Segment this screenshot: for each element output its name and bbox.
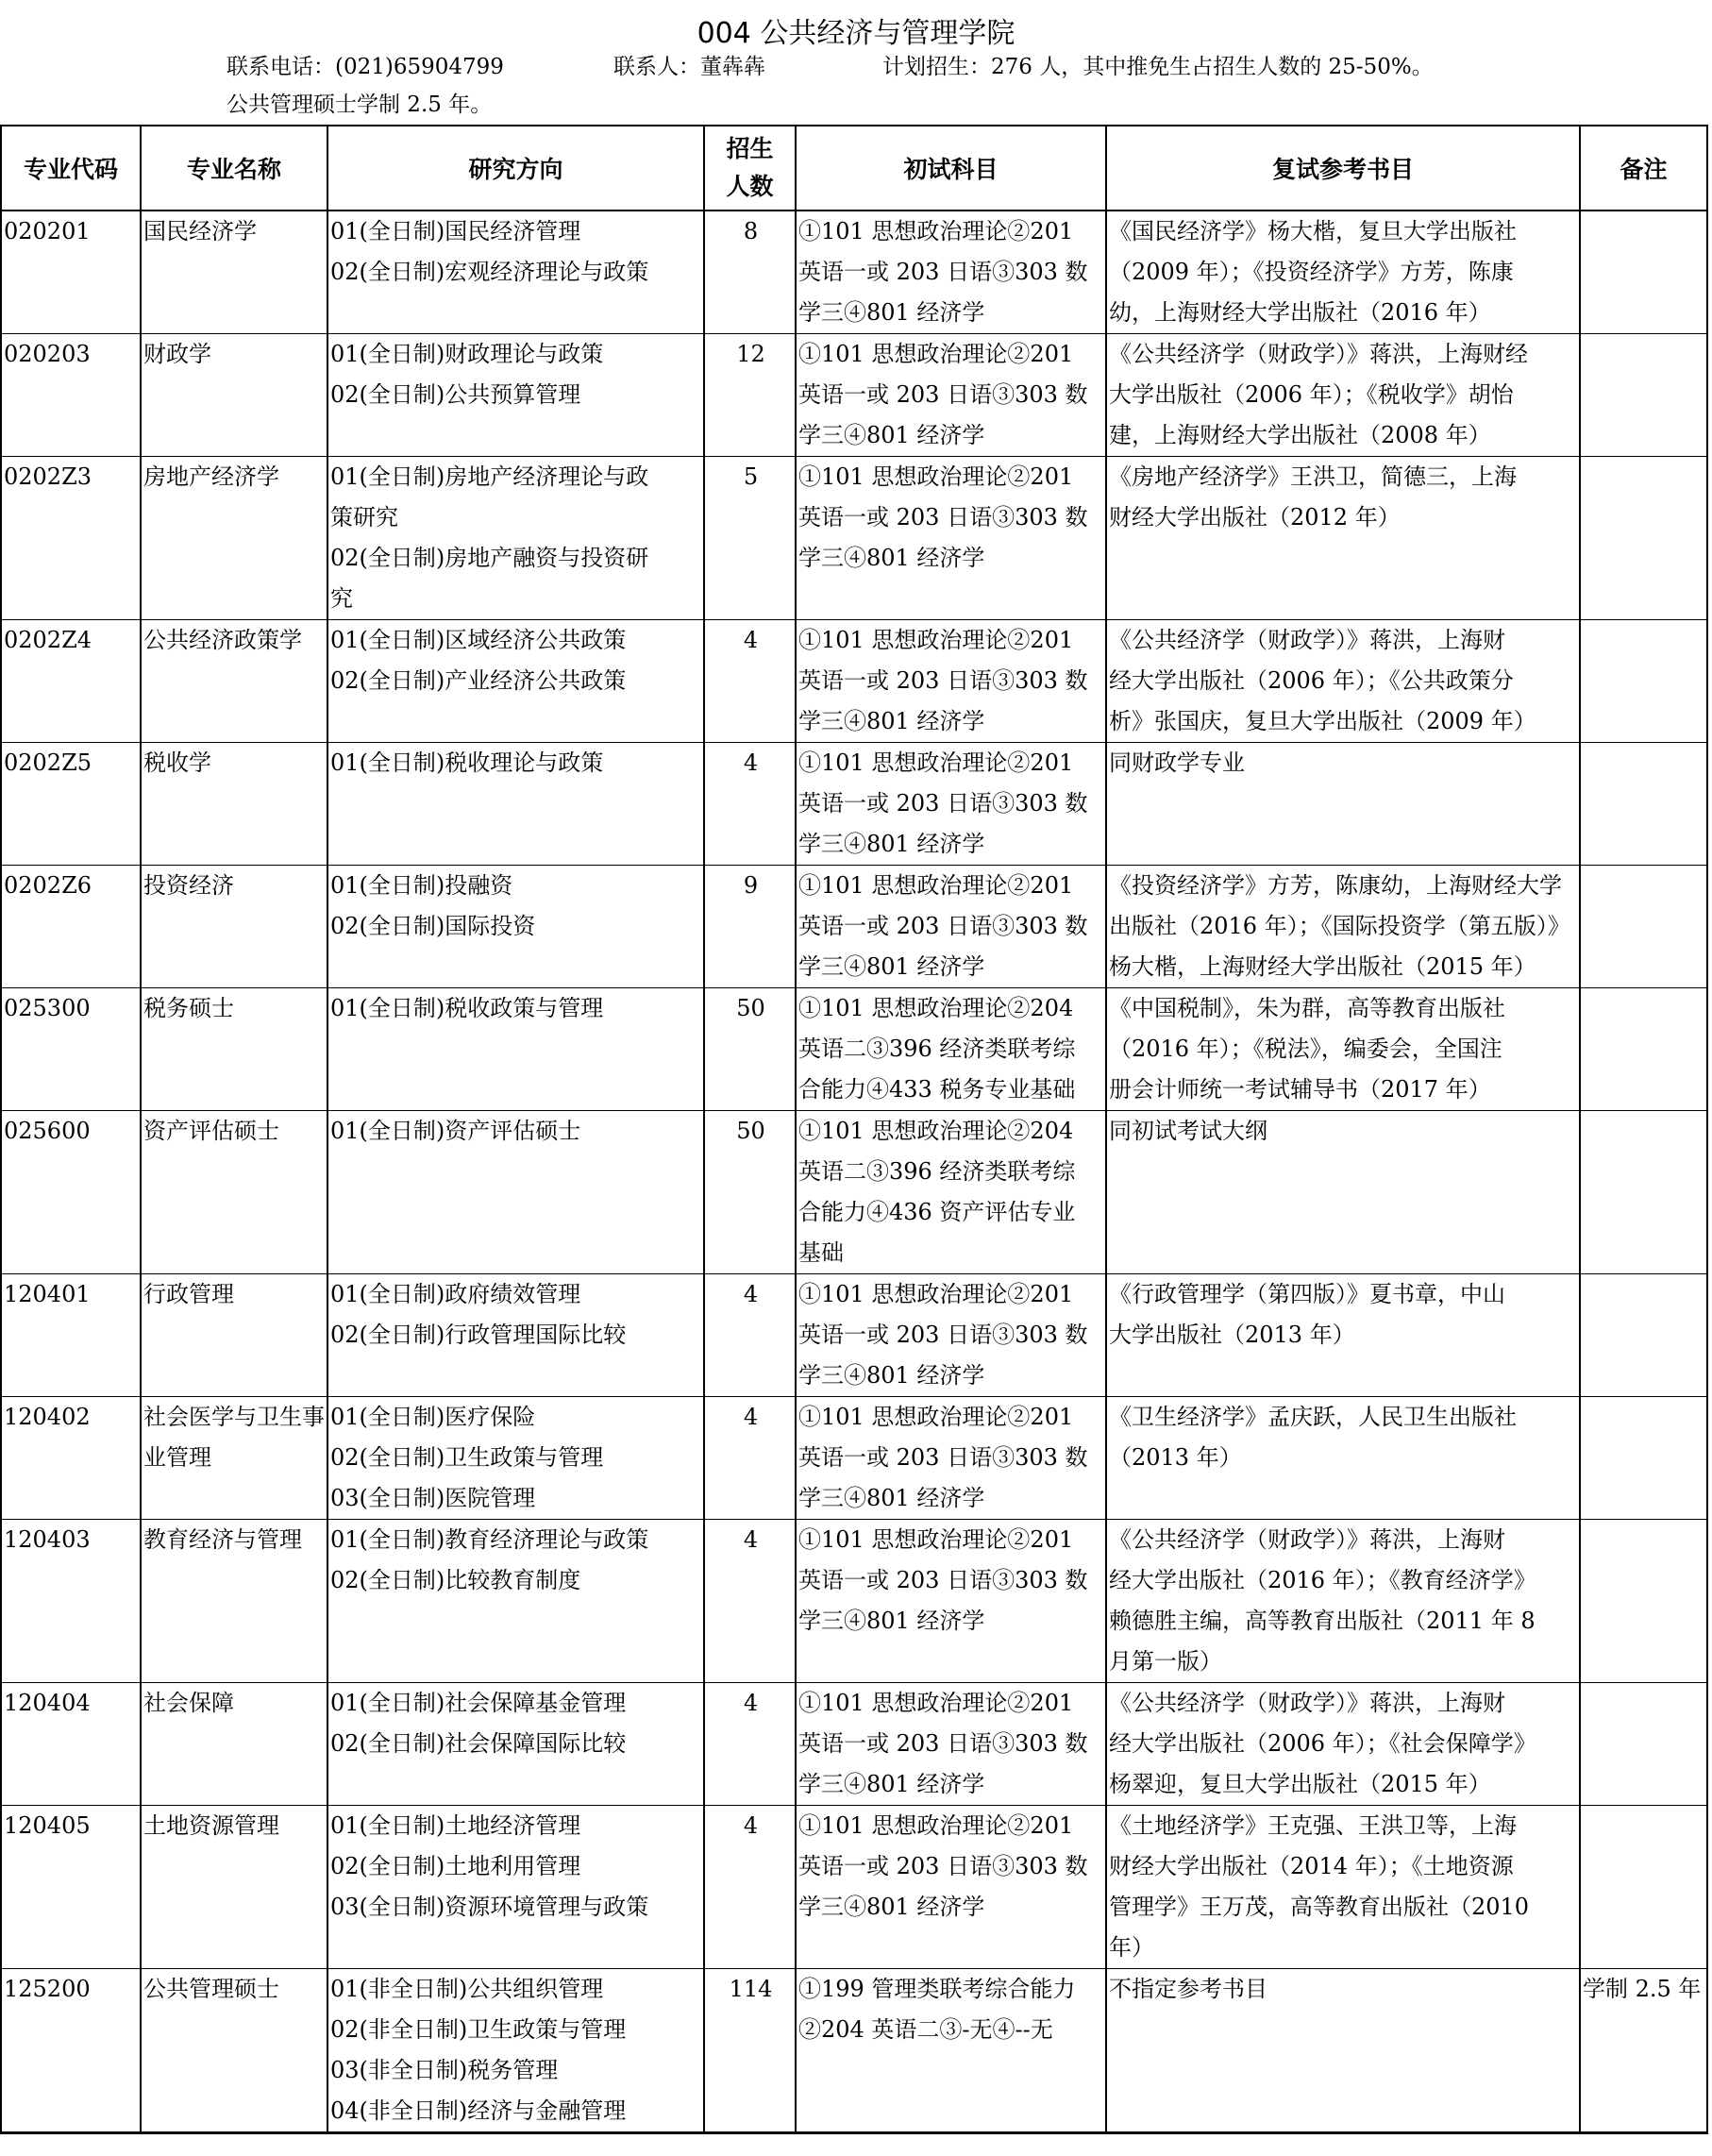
major-name: 教育经济与管理 [143,1526,302,1553]
reference-books-line: 《卫生经济学》孟庆跃，人民卫生出版社 [1109,1404,1517,1430]
research-direction-cell [327,1969,704,2133]
research-direction-cell [327,1520,704,1683]
exam-subjects-line: ①101 思想政治理论②201 [798,1526,1074,1553]
major-name-cell [141,1520,327,1683]
exam-subjects-line: 学三④801 经济学 [798,1362,985,1389]
research-direction-cell [327,211,704,334]
quota-cell [704,334,796,457]
exam-subjects-cell [796,1969,1106,2133]
reference-books-line: 《行政管理学（第四版）》夏书章，中山 [1109,1281,1505,1307]
major-code: 120403 [4,1526,91,1553]
admission-table [0,125,1708,2134]
quota-cell [704,743,796,866]
quota-cell [704,457,796,620]
exam-subjects-line: 合能力④433 税务专业基础 [798,1076,1076,1103]
quota-cell [704,988,796,1111]
reference-books-line: 《公共经济学（财政学）》蒋洪，上海财经 [1109,341,1528,367]
major-name-cell [141,211,327,334]
research-direction-line: 01(全日制)投融资 [330,872,513,899]
enrollment-quota: 4 [743,750,759,776]
research-direction-line: 01(全日制)房地产经济理论与政 [330,463,649,490]
enrollment-quota: 50 [736,995,765,1021]
major-code-cell [1,334,141,457]
table-row [1,866,1707,988]
exam-subjects-line: 英语一或 203 日语③303 数 [798,1567,1088,1593]
research-direction-cell [327,743,704,866]
research-direction-line: 01(全日制)政府绩效管理 [330,1281,581,1307]
table-row [1,334,1707,457]
program-duration-note: 公共管理硕士学制 2.5 年。 [227,93,493,117]
reference-books-line: 大学出版社（2013 年） [1109,1322,1355,1348]
table-row [1,1397,1707,1520]
research-direction-line: 02(全日制)行政管理国际比较 [330,1322,627,1348]
exam-subjects-line: 学三④801 经济学 [798,1894,985,1920]
major-name: 行政管理 [143,1281,234,1307]
reference-books-cell [1106,988,1580,1111]
major-code: 120404 [4,1690,91,1716]
header-reference-books: 复试参考书目 [1106,126,1580,211]
major-name-cell [141,1969,327,2133]
exam-subjects-line: 学三④801 经济学 [798,831,985,857]
major-name-cell [141,1397,327,1520]
quota-cell [704,1111,796,1274]
reference-books-cell [1106,1969,1580,2133]
reference-books-line: 建，上海财经大学出版社（2008 年） [1109,422,1491,448]
reference-books-line: 《投资经济学》方芳，陈康幼，上海财经大学 [1109,872,1562,899]
exam-subjects-cell [796,988,1106,1111]
major-code-cell [1,1397,141,1520]
reference-books-line: 杨大楷，上海财经大学出版社（2015 年） [1109,953,1536,980]
research-direction-cell [327,620,704,743]
research-direction-line: 02(非全日制)卫生政策与管理 [330,2016,627,2043]
research-direction-cell [327,1397,704,1520]
exam-subjects-line: 学三④801 经济学 [798,299,985,326]
reference-books-line: 大学出版社（2006 年）；《税收学》胡怡 [1109,381,1514,408]
table-row [1,211,1707,334]
research-direction-cell [327,334,704,457]
remark-cell [1580,1111,1707,1274]
exam-subjects-line: 学三④801 经济学 [798,1485,985,1511]
research-direction-line: 02(全日制)产业经济公共政策 [330,667,627,694]
quota-cell [704,1520,796,1683]
major-code-cell [1,743,141,866]
research-direction-cell [327,866,704,988]
quota-cell [704,1397,796,1520]
remark-cell [1580,743,1707,866]
major-name-cell [141,1806,327,1969]
major-code-cell [1,866,141,988]
major-code-cell [1,1111,141,1274]
exam-subjects-line: ①101 思想政治理论②204 [798,995,1074,1021]
reference-books-line: （2016 年）；《税法》，编委会，全国注 [1109,1036,1502,1062]
enrollment-quota: 50 [736,1118,765,1144]
exam-subjects-line: 英语一或 203 日语③303 数 [798,790,1088,817]
exam-subjects-cell [796,1520,1106,1683]
exam-subjects-cell [796,457,1106,620]
reference-books-line: 析》张国庆，复旦大学出版社（2009 年） [1109,708,1536,734]
remark-cell [1580,1806,1707,1969]
research-direction-line: 01(全日制)区域经济公共政策 [330,627,627,653]
major-name: 社会保障 [143,1690,234,1716]
reference-books-cell [1106,1683,1580,1806]
remark-cell [1580,1397,1707,1520]
quota-cell [704,1274,796,1397]
major-code-cell [1,1274,141,1397]
exam-subjects-line: 学三④801 经济学 [798,1771,985,1797]
major-code: 020201 [4,218,91,244]
enrollment-quota: 8 [743,218,759,244]
header-quota-label: 招生人数 [726,135,774,200]
exam-subjects-line: 英语一或 203 日语③303 数 [798,504,1088,531]
reference-books-line: 《中国税制》，朱为群，高等教育出版社 [1109,995,1505,1021]
major-name-cell [141,866,327,988]
major-code-cell [1,988,141,1111]
reference-books-line: 财经大学出版社（2014 年）；《土地资源 [1109,1853,1514,1879]
research-direction-line: 03(非全日制)税务管理 [330,2057,559,2083]
table-row [1,620,1707,743]
reference-books-line: 《公共经济学（财政学）》蒋洪，上海财 [1109,1526,1505,1553]
major-code-cell [1,457,141,620]
exam-subjects-line: ①101 思想政治理论②201 [798,627,1074,653]
exam-subjects-line: 学三④801 经济学 [798,708,985,734]
enrollment-quota: 9 [743,872,759,899]
research-direction-line: 01(全日制)税收理论与政策 [330,750,604,776]
table-header-row [1,126,1707,211]
quota-cell [704,1806,796,1969]
major-code-cell [1,620,141,743]
exam-subjects-line: ②204 英语二③-无④--无 [798,2016,1053,2043]
major-code: 0202Z4 [4,627,92,653]
exam-subjects-line: ①101 思想政治理论②201 [798,1690,1074,1716]
table-row [1,1806,1707,1969]
major-code: 025300 [4,995,91,1021]
exam-subjects-line: ①101 思想政治理论②201 [798,1281,1074,1307]
remark-cell [1580,620,1707,743]
remark-cell [1580,1969,1707,2133]
exam-subjects-line: 学三④801 经济学 [798,1608,985,1634]
exam-subjects-line: ①101 思想政治理论②201 [798,1404,1074,1430]
major-name: 税务硕士 [143,995,234,1021]
major-code: 025600 [4,1118,91,1144]
exam-subjects-line: 学三④801 经济学 [798,422,985,448]
table-row [1,1111,1707,1274]
enrollment-plan: 计划招生：276 人，其中推免生占招生人数的 25-50%。 [882,55,1434,79]
exam-subjects-line: 英语一或 203 日语③303 数 [798,1444,1088,1471]
enrollment-quota: 114 [729,1976,773,2002]
table-row [1,988,1707,1111]
research-direction-line: 02(全日制)土地利用管理 [330,1853,581,1879]
research-direction-line: 03(全日制)医院管理 [330,1485,536,1511]
contact-phone: 联系电话：(021)65904799 [227,55,504,79]
research-direction-cell [327,1806,704,1969]
major-name: 社会医学与卫生事业管理 [143,1404,325,1471]
reference-books-cell [1106,1111,1580,1274]
major-code: 120401 [4,1281,91,1307]
table-row [1,1969,1707,2133]
exam-subjects-line: 基础 [798,1239,844,1266]
quota-cell [704,1683,796,1806]
research-direction-cell [327,1683,704,1806]
major-name: 税收学 [143,750,211,776]
reference-books-line: （2013 年） [1109,1444,1242,1471]
exam-subjects-line: 英语二③396 经济类联考综 [798,1158,1076,1185]
remark-cell [1580,988,1707,1111]
major-name-cell [141,743,327,866]
reference-books-line: 同初试考试大纲 [1109,1118,1267,1144]
enrollment-quota: 4 [743,1690,759,1716]
exam-subjects-line: 英语二③396 经济类联考综 [798,1036,1076,1062]
enrollment-quota: 12 [736,341,765,367]
major-code-cell [1,211,141,334]
reference-books-line: 经大学出版社（2006 年）；《社会保障学》 [1109,1730,1536,1757]
major-code-cell [1,1683,141,1806]
research-direction-line: 02(全日制)社会保障国际比较 [330,1730,627,1757]
exam-subjects-line: ①101 思想政治理论②201 [798,1812,1074,1839]
enrollment-quota: 4 [743,1281,759,1307]
major-name-cell [141,1111,327,1274]
major-code-cell [1,1806,141,1969]
table-row [1,1683,1707,1806]
research-direction-line: 04(非全日制)经济与金融管理 [330,2097,627,2124]
research-direction-line: 03(全日制)资源环境管理与政策 [330,1894,649,1920]
reference-books-line: 出版社（2016 年）；《国际投资学（第五版）》 [1109,913,1570,939]
enrollment-quota: 4 [743,1404,759,1430]
major-name-cell [141,1683,327,1806]
major-name: 投资经济 [143,872,234,899]
reference-books-line: 《公共经济学（财政学）》蒋洪，上海财 [1109,1690,1505,1716]
major-code-cell [1,1969,141,2133]
header-exam-subjects: 初试科目 [796,126,1106,211]
exam-subjects-line: ①101 思想政治理论②201 [798,341,1074,367]
exam-subjects-cell [796,211,1106,334]
header-research-direction: 研究方向 [327,126,704,211]
major-code: 0202Z3 [4,463,92,490]
reference-books-cell [1106,211,1580,334]
reference-books-line: 财经大学出版社（2012 年） [1109,504,1401,531]
exam-subjects-cell [796,743,1106,866]
exam-subjects-line: 英语一或 203 日语③303 数 [798,381,1088,408]
remark-cell [1580,334,1707,457]
quota-cell [704,620,796,743]
exam-subjects-line: 学三④801 经济学 [798,953,985,980]
quota-cell [704,866,796,988]
reference-books-line: 不指定参考书目 [1109,1976,1267,2002]
major-name-cell [141,334,327,457]
major-name: 财政学 [143,341,211,367]
research-direction-line: 01(全日制)医疗保险 [330,1404,536,1430]
exam-subjects-line: ①101 思想政治理论②201 [798,218,1074,244]
major-name: 房地产经济学 [143,463,279,490]
research-direction-line: 02(全日制)宏观经济理论与政策 [330,259,649,285]
major-name: 公共管理硕士 [143,1976,279,2002]
exam-subjects-line: ①101 思想政治理论②201 [798,872,1074,899]
quota-cell [704,1969,796,2133]
exam-subjects-line: 英语一或 203 日语③303 数 [798,1322,1088,1348]
reference-books-line: （2009 年）；《投资经济学》方芳，陈康 [1109,259,1514,285]
exam-subjects-cell [796,620,1106,743]
research-direction-cell [327,1111,704,1274]
reference-books-line: 赖德胜主编，高等教育出版社（2011 年 8 [1109,1608,1536,1634]
research-direction-line: 01(全日制)税收政策与管理 [330,995,604,1021]
major-code: 0202Z6 [4,872,92,899]
reference-books-line: 经大学出版社（2006 年）；《公共政策分 [1109,667,1514,694]
enrollment-quota: 4 [743,1812,759,1839]
research-direction-line: 01(全日制)教育经济理论与政策 [330,1526,649,1553]
exam-subjects-line: ①101 思想政治理论②204 [798,1118,1074,1144]
reference-books-cell [1106,620,1580,743]
reference-books-cell [1106,1806,1580,1969]
contact-person: 联系人：董犇犇 [613,55,765,79]
exam-subjects-line: 合能力④436 资产评估专业 [798,1199,1076,1225]
header-major-name: 专业名称 [141,126,327,211]
research-direction-line: 01(全日制)土地经济管理 [330,1812,581,1839]
exam-subjects-cell [796,334,1106,457]
major-name: 公共经济政策学 [143,627,302,653]
research-direction-cell [327,988,704,1111]
exam-subjects-line: ①199 管理类联考综合能力 [798,1976,1076,2002]
quota-cell [704,211,796,334]
major-name-cell [141,457,327,620]
header-major-code: 专业代码 [1,126,141,211]
remark-cell [1580,211,1707,334]
exam-subjects-line: 英语一或 203 日语③303 数 [798,1730,1088,1757]
research-direction-line: 01(全日制)财政理论与政策 [330,341,604,367]
exam-subjects-cell [796,866,1106,988]
reference-books-line: 月第一版） [1109,1648,1222,1675]
exam-subjects-cell [796,1111,1106,1274]
reference-books-cell [1106,457,1580,620]
reference-books-line: 册会计师统一考试辅导书（2017 年） [1109,1076,1491,1103]
research-direction-line: 02(全日制)公共预算管理 [330,381,581,408]
remark-cell [1580,1683,1707,1806]
exam-subjects-line: 英语一或 203 日语③303 数 [798,259,1088,285]
major-code: 120405 [4,1812,91,1839]
reference-books-line: 管理学》王万茂，高等教育出版社（2010 [1109,1894,1530,1920]
research-direction-line: 01(全日制)资产评估硕士 [330,1118,581,1144]
major-name-cell [141,1274,327,1397]
major-code: 125200 [4,1976,91,2002]
table-row [1,1274,1707,1397]
reference-books-cell [1106,1397,1580,1520]
exam-subjects-line: ①101 思想政治理论②201 [798,750,1074,776]
reference-books-line: 同财政学专业 [1109,750,1245,776]
exam-subjects-line: ①101 思想政治理论②201 [798,463,1074,490]
research-direction-line: 02(全日制)卫生政策与管理 [330,1444,604,1471]
exam-subjects-cell [796,1274,1106,1397]
reference-books-cell [1106,1520,1580,1683]
exam-subjects-line: 英语一或 203 日语③303 数 [798,667,1088,694]
research-direction-line: 01(全日制)社会保障基金管理 [330,1690,627,1716]
reference-books-line: 《国民经济学》杨大楷，复旦大学出版社 [1109,218,1517,244]
reference-books-line: 《公共经济学（财政学）》蒋洪，上海财 [1109,627,1505,653]
major-name-cell [141,988,327,1111]
research-direction-line: 02(全日制)比较教育制度 [330,1567,581,1593]
major-code: 0202Z5 [4,750,92,776]
research-direction-line: 究 [330,585,353,612]
remark-cell [1580,1520,1707,1683]
reference-books-line: 《房地产经济学》王洪卫，简德三，上海 [1109,463,1517,490]
reference-books-cell [1106,866,1580,988]
exam-subjects-line: 英语一或 203 日语③303 数 [798,1853,1088,1879]
research-direction-cell [327,457,704,620]
major-code: 020203 [4,341,91,367]
exam-subjects-cell [796,1683,1106,1806]
reference-books-cell [1106,1274,1580,1397]
remark-cell [1580,1274,1707,1397]
major-code: 120402 [4,1404,91,1430]
research-direction-line: 策研究 [330,504,398,531]
enrollment-quota: 5 [743,463,759,490]
header-remarks: 备注 [1580,126,1707,211]
research-direction-line: 01(非全日制)公共组织管理 [330,1976,604,2002]
page-title: 004 公共经济与管理学院 [697,17,1015,50]
enrollment-quota: 4 [743,627,759,653]
table-row [1,457,1707,620]
research-direction-line: 01(全日制)国民经济管理 [330,218,581,244]
remark-cell [1580,457,1707,620]
research-direction-cell [327,1274,704,1397]
major-name: 资产评估硕士 [143,1118,279,1144]
enrollment-quota: 4 [743,1526,759,1553]
research-direction-line: 02(全日制)国际投资 [330,913,536,939]
reference-books-line: 经大学出版社（2016 年）；《教育经济学》 [1109,1567,1536,1593]
remark-text: 学制 2.5 年 [1583,1976,1702,2002]
reference-books-cell [1106,743,1580,866]
exam-subjects-line: 英语一或 203 日语③303 数 [798,913,1088,939]
table-row [1,1520,1707,1683]
research-direction-line: 02(全日制)房地产融资与投资研 [330,545,649,571]
header-quota [704,126,796,211]
reference-books-line: 《土地经济学》王克强、王洪卫等，上海 [1109,1812,1517,1839]
exam-subjects-line: 学三④801 经济学 [798,545,985,571]
table-row [1,743,1707,866]
reference-books-line: 杨翠迎，复旦大学出版社（2015 年） [1109,1771,1491,1797]
exam-subjects-cell [796,1397,1106,1520]
remark-cell [1580,866,1707,988]
reference-books-line: 年） [1109,1934,1154,1961]
major-name: 土地资源管理 [143,1812,279,1839]
reference-books-cell [1106,334,1580,457]
major-name: 国民经济学 [143,218,257,244]
exam-subjects-cell [796,1806,1106,1969]
reference-books-line: 幼，上海财经大学出版社（2016 年） [1109,299,1491,326]
major-name-cell [141,620,327,743]
major-code-cell [1,1520,141,1683]
